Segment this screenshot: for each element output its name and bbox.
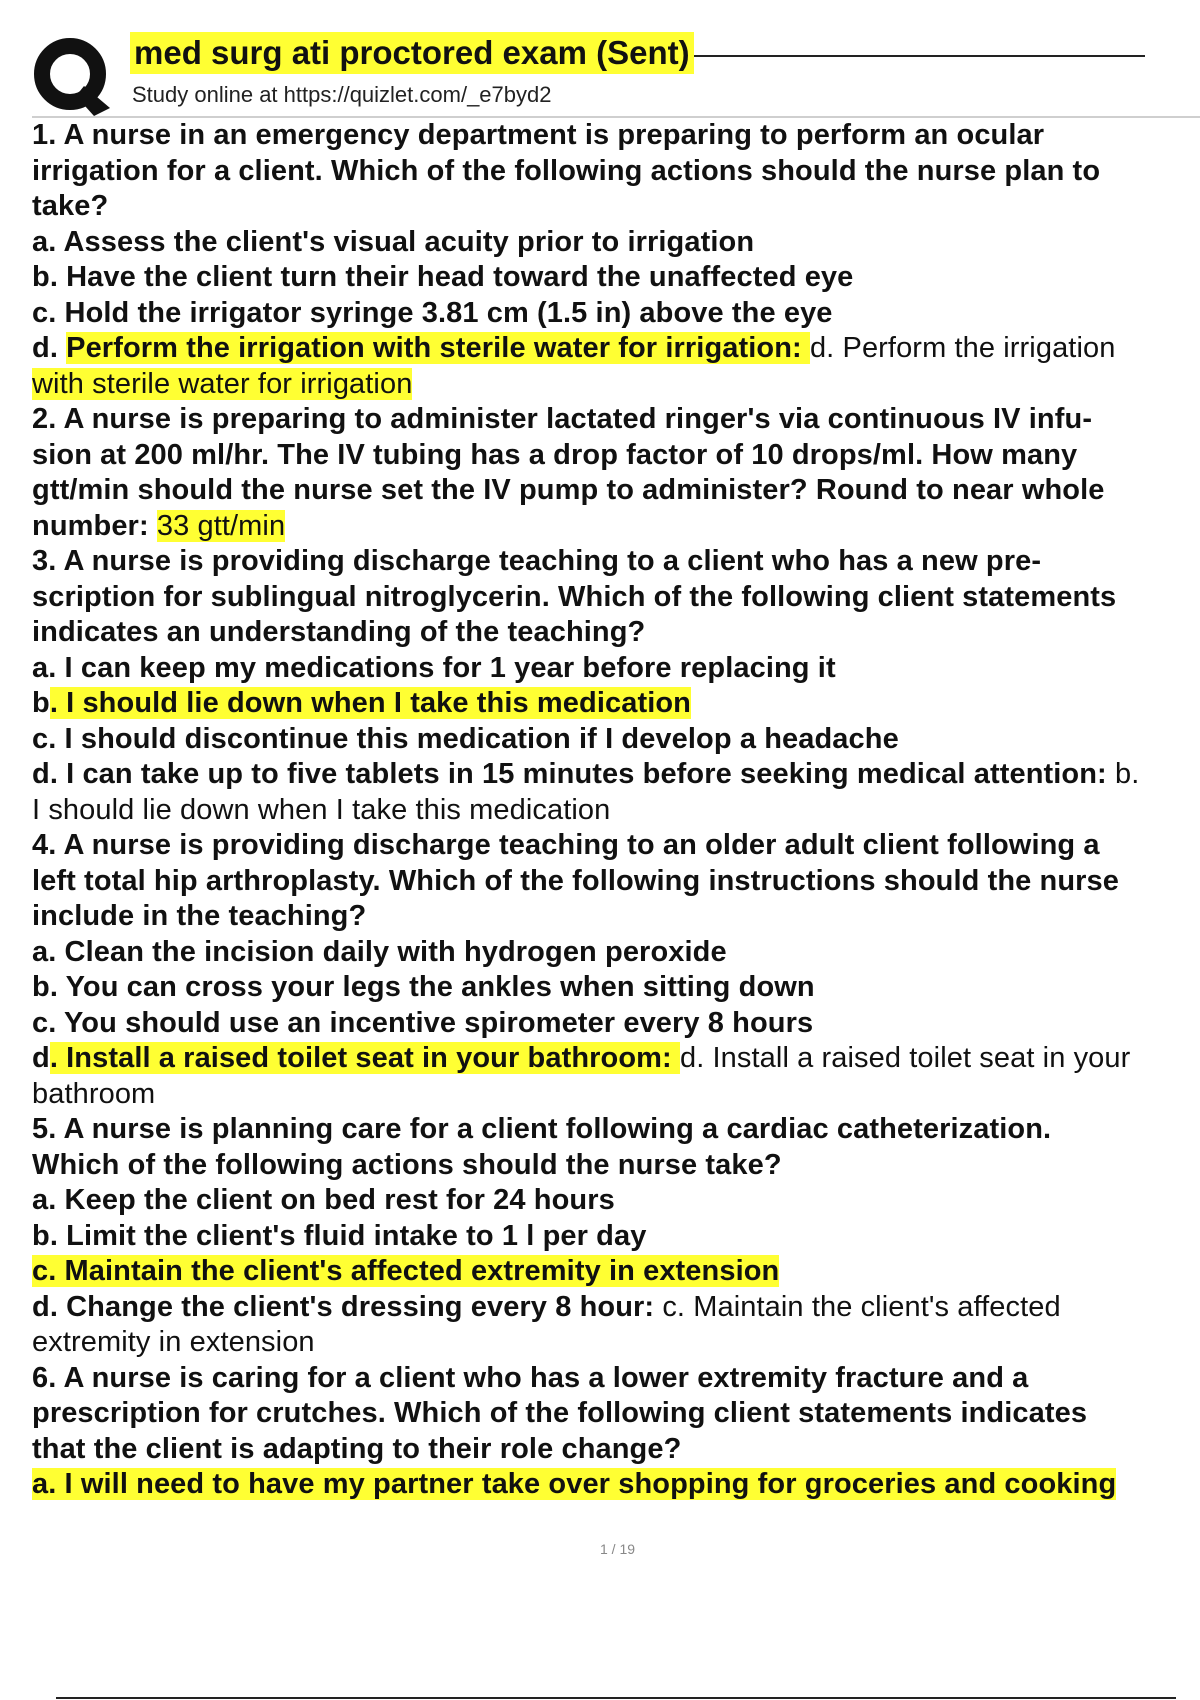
text-line [32, 615, 1200, 651]
question-text: 6. A nurse is caring for a client who has a lower extremity fracture and a [32, 1361, 1029, 1394]
highlighted-answer: with sterile water for irrigation [32, 367, 413, 400]
text-line [32, 1396, 1200, 1432]
text-line [32, 225, 1200, 261]
question-text: include in the teaching? [32, 900, 367, 932]
text-line [32, 1219, 1200, 1255]
answer-text: d. Install a raised toilet seat in your [679, 1042, 1131, 1074]
question-text: prescription for crutches. Which of the following client statements indicates [32, 1397, 1088, 1429]
quizlet-q-logo-icon [32, 36, 112, 116]
text-line [32, 970, 1200, 1006]
text-line [32, 367, 1200, 403]
question-text: that the client is adapting to their role change? [32, 1432, 682, 1465]
answer-text: b. [1114, 758, 1140, 790]
question-text: a. Assess the client's visual acuity prior to irrigation [32, 225, 755, 258]
highlighted-answer: Perform the irrigation with sterile water for irrigation: [66, 332, 810, 364]
bottom-divider [56, 1697, 1176, 1699]
answer-text: extremity in extension [32, 1326, 315, 1358]
answer-text: c. Maintain the client's affected [662, 1290, 1061, 1323]
answer-text: d. Perform the irrigation [809, 332, 1116, 364]
question-text: number: [32, 509, 157, 542]
text-line [32, 1112, 1200, 1148]
question-text: take? [32, 190, 109, 222]
text-line [32, 686, 1200, 722]
text-line [32, 1006, 1200, 1042]
text-line [32, 1041, 1200, 1077]
question-text: c. I should discontinue this medication if I develop a headache [32, 722, 899, 755]
question-text: b [32, 687, 50, 719]
question-text: d [32, 1042, 50, 1074]
question-text: left total hip arthroplasty. Which of the following instructions should the nurse [32, 864, 1120, 897]
highlighted-answer: a. I will need to have my partner take over shopping for groceries and cooking [32, 1468, 1117, 1500]
text-line [32, 544, 1200, 580]
question-text: indicates an understanding of the teaching? [32, 616, 646, 648]
question-text: a. Keep the client on bed rest for 24 hours [32, 1184, 615, 1216]
question-text: 1. A nurse in an emergency department is preparing to perform an ocular [32, 119, 1045, 151]
text-line [32, 793, 1200, 829]
text-line [32, 189, 1200, 225]
question-text: d. [32, 332, 67, 364]
question-list [32, 118, 1200, 1518]
text-line [32, 722, 1200, 758]
text-line [32, 935, 1200, 971]
question-text: a. I can keep my medications for 1 year before replacing it [32, 651, 836, 684]
study-online-link[interactable]: Study online at https://quizlet.com/_e7byd2 [132, 82, 552, 107]
text-line [32, 296, 1200, 332]
question-text: c. Hold the irrigator syringe 3.81 cm (1.5 in) above the eye [32, 296, 833, 329]
answer-text: bathroom [32, 1077, 156, 1110]
question-text: 4. A nurse is providing discharge teaching to an older adult client following a [32, 829, 1100, 861]
text-line [32, 473, 1200, 509]
highlighted-answer: . Install a raised toilet seat in your bathroom: [49, 1042, 680, 1074]
question-text: irrigation for a client. Which of the following actions should the nurse plan to [32, 154, 1101, 187]
text-line [32, 331, 1200, 367]
text-line [32, 1183, 1200, 1219]
question-text: b. Have the client turn their head toward the unaffected eye [32, 261, 854, 293]
text-line [32, 1290, 1200, 1326]
page-indicator: 1 / 19 [599, 1541, 636, 1557]
text-line [32, 828, 1200, 864]
text-line [32, 899, 1200, 935]
text-line [32, 1077, 1200, 1113]
highlighted-answer: 33 gtt/min [156, 509, 286, 542]
question-text: b. Limit the client's fluid intake to 1 l per day [32, 1219, 647, 1252]
page-title: med surg ati proctored exam (Sent) [130, 32, 694, 74]
question-text: d. Change the client's dressing every 8 hour: [32, 1290, 663, 1323]
highlighted-answer: c. Maintain the client's affected extremity in extension [32, 1255, 780, 1287]
text-line [32, 1432, 1200, 1468]
text-line [32, 402, 1200, 438]
question-text: scription for sublingual nitroglycerin. Which of the following client statements [32, 580, 1117, 613]
text-line [32, 1361, 1200, 1397]
text-line [32, 1467, 1200, 1503]
text-line [32, 1148, 1200, 1184]
highlighted-answer: . I should lie down when I take this medication [49, 687, 691, 719]
title-wrap [130, 32, 1145, 76]
question-text: 5. A nurse is planning care for a client following a cardiac catheterization. [32, 1113, 1052, 1145]
question-text: Which of the following actions should the nurse take? [32, 1148, 782, 1181]
question-text: gtt/min should the nurse set the IV pump to administer? Round to near whole [32, 474, 1105, 506]
question-text: b. You can cross your legs the ankles when sitting down [32, 971, 815, 1003]
text-line [32, 1254, 1200, 1290]
text-line [32, 864, 1200, 900]
text-line [32, 757, 1200, 793]
text-line [32, 580, 1200, 616]
question-text: 3. A nurse is providing discharge teaching to a client who has a new pre- [32, 545, 1042, 577]
text-line [32, 154, 1200, 190]
question-text: c. You should use an incentive spirometer every 8 hours [32, 1006, 814, 1039]
text-line [32, 509, 1200, 545]
question-text: a. Clean the incision daily with hydrogen peroxide [32, 935, 727, 968]
text-line [32, 438, 1200, 474]
question-text: 2. A nurse is preparing to administer lactated ringer's via continuous IV infu- [32, 403, 1093, 435]
text-line [32, 260, 1200, 296]
text-line [32, 118, 1200, 154]
text-line [32, 1325, 1200, 1361]
page-header [0, 0, 1200, 120]
text-line [32, 651, 1200, 687]
answer-text: I should lie down when I take this medication [32, 793, 611, 826]
question-text: sion at 200 ml/hr. The IV tubing has a drop factor of 10 drops/ml. How many [32, 438, 1078, 471]
question-text: d. I can take up to five tablets in 15 minutes before seeking medical attention: [32, 758, 1115, 790]
